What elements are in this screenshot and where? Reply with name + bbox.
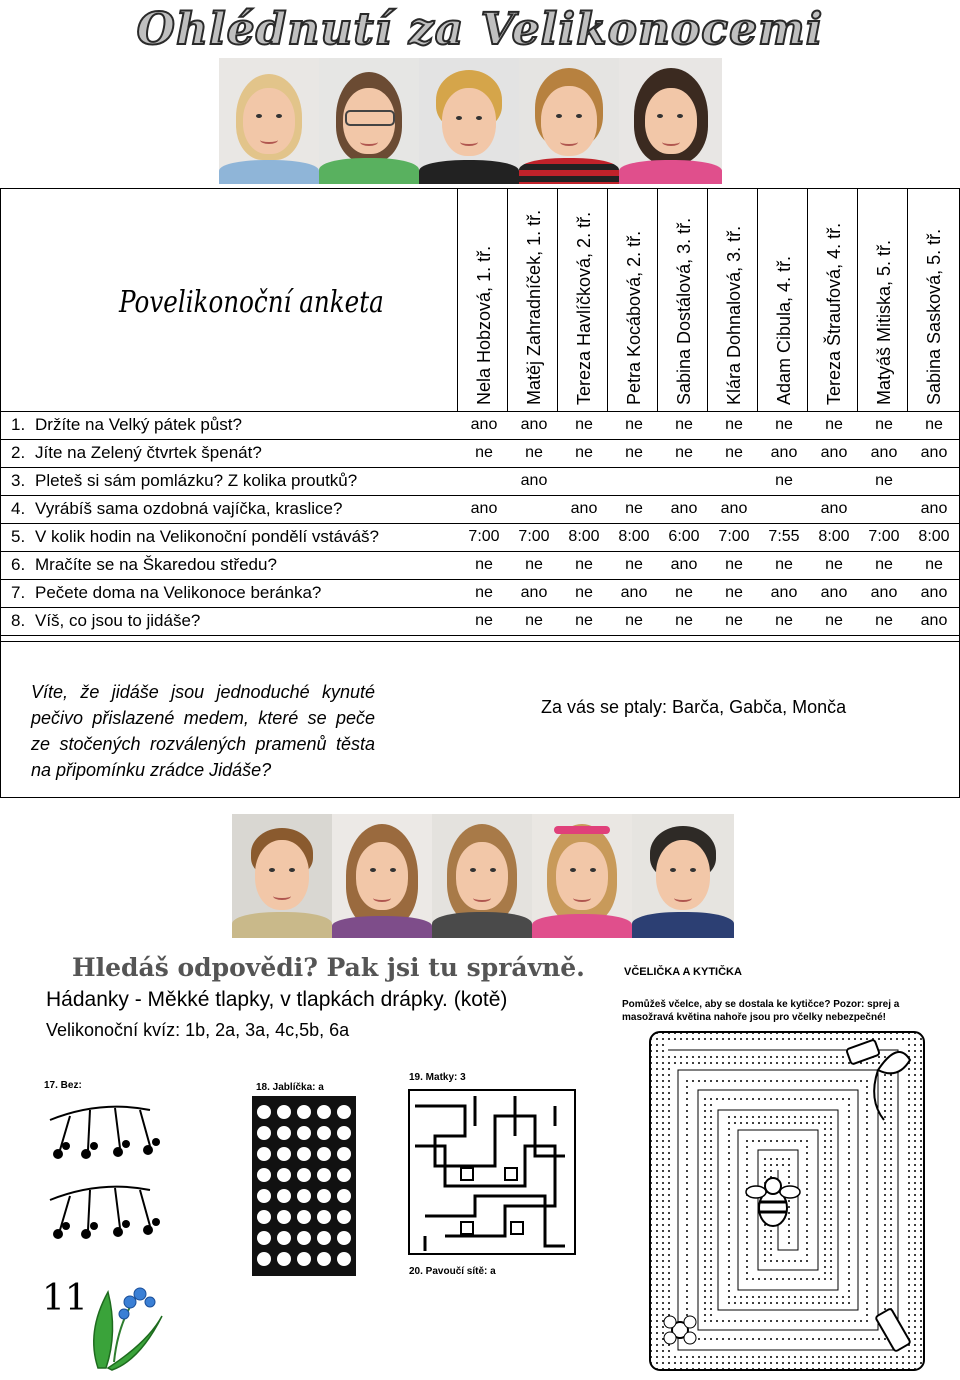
answer-cell: ano — [820, 444, 848, 461]
row-divider — [1, 551, 959, 552]
column-divider — [807, 189, 808, 411]
question-number: 6. — [11, 555, 26, 574]
column-divider — [857, 189, 858, 411]
answer-cell: ne — [625, 416, 643, 433]
answer-cell: 7:00 — [718, 528, 750, 545]
question-number: 7. — [11, 583, 26, 602]
apple-shape — [257, 1105, 271, 1119]
answer-cell: ne — [725, 612, 743, 629]
apple-shape — [337, 1126, 351, 1140]
question-number: 1. — [11, 415, 26, 434]
answer-cell: ne — [725, 416, 743, 433]
puzzle-18-label: 18. Jablíčka: a — [256, 1082, 324, 1093]
puzzle-19-label: 19. Matky: 3 — [409, 1072, 466, 1083]
answer-cell: ne — [575, 416, 593, 433]
answer-cell: ne — [725, 584, 743, 601]
respondent-name: Sabina Sasková, 5. tř. — [924, 228, 944, 405]
answer-cell: ano — [670, 500, 698, 517]
respondent-name: Nela Hobzová, 1. tř. — [474, 245, 494, 405]
question-text: Jíte na Zelený čtvrtek špenát? — [35, 443, 262, 462]
answer-cell: ne — [875, 556, 893, 573]
question-row — [1, 467, 959, 495]
answer-cell: ano — [770, 584, 798, 601]
apple-shape — [257, 1126, 271, 1140]
answer-cell: ne — [525, 444, 543, 461]
row-divider — [1, 467, 959, 468]
apple-shape — [297, 1252, 311, 1266]
apple-shape — [297, 1147, 311, 1161]
question-number: 8. — [11, 611, 26, 630]
elderberry-drawing — [40, 1080, 200, 1250]
apple-shape — [317, 1147, 331, 1161]
bee-maze-drawing — [648, 1030, 926, 1372]
question-row — [1, 579, 959, 607]
answer-cell: 8:00 — [818, 528, 850, 545]
answer-cell: ne — [825, 556, 843, 573]
answer-cell: ne — [625, 612, 643, 629]
student-photo — [232, 814, 332, 938]
answer-cell: 7:55 — [768, 528, 800, 545]
answer-cell: 7:00 — [518, 528, 550, 545]
answer-cell: 7:00 — [868, 528, 900, 545]
row-divider — [1, 579, 959, 580]
apple-shape — [337, 1189, 351, 1203]
answer-cell: ne — [875, 472, 893, 489]
apple-shape — [277, 1168, 291, 1182]
answer-cell: ano — [870, 584, 898, 601]
answer-cell: ne — [675, 444, 693, 461]
page-number: 11 — [42, 1278, 88, 1319]
lily-of-the-valley-illustration — [78, 1272, 170, 1372]
puzzle-apples — [250, 1082, 360, 1278]
tangle-drawing — [405, 1086, 580, 1266]
student-photo — [219, 58, 319, 184]
answer-cell: ne — [675, 584, 693, 601]
apple-shape — [297, 1126, 311, 1140]
jidase-note: Víte, že jidáše jsou jednoduché kynuté pečivo přislazené medem, které se peče ze stočených rozválených pramenů těsta na připomínku zrádce Jidáše? — [31, 682, 375, 780]
respondent-name: Klára Dohnalová, 3. tř. — [724, 225, 744, 405]
answer-cell: ne — [725, 556, 743, 573]
apple-shape — [277, 1189, 291, 1203]
question-row — [1, 551, 959, 579]
apple-shape — [257, 1147, 271, 1161]
question-number: 4. — [11, 499, 26, 518]
answer-cell: 7:00 — [468, 528, 500, 545]
row-divider — [1, 523, 959, 524]
apple-shape — [317, 1126, 331, 1140]
answer-cell: ano — [470, 416, 498, 433]
student-photo — [332, 814, 432, 938]
apple-shape — [277, 1147, 291, 1161]
student-photo — [319, 58, 419, 184]
answer-cell: ne — [775, 556, 793, 573]
apple-shape — [297, 1189, 311, 1203]
puzzle-elderberry — [40, 1080, 200, 1250]
respondent-name: Sabina Dostálová, 3. tř. — [674, 217, 694, 405]
apple-shape — [277, 1105, 291, 1119]
puzzle-tangles — [405, 1070, 580, 1280]
answer-cell: ne — [875, 612, 893, 629]
column-divider — [457, 189, 458, 411]
apple-shape — [257, 1168, 271, 1182]
apple-shape — [297, 1231, 311, 1245]
survey-authors: Za vás se ptaly: Barča, Gabča, Monča — [541, 697, 847, 717]
bottom-photo-strip — [232, 814, 734, 938]
question-number: 2. — [11, 443, 26, 462]
answer-cell: ne — [575, 612, 593, 629]
question-text: Pleteš si sám pomlázku? Z kolika proutků? — [35, 471, 358, 490]
answer-cell: ne — [475, 612, 493, 629]
answer-cell: ne — [725, 444, 743, 461]
column-divider — [657, 189, 658, 411]
answer-cell: ano — [770, 444, 798, 461]
answer-cell: ano — [570, 500, 598, 517]
answer-cell: ne — [775, 612, 793, 629]
question-text: Víš, co jsou to jidáše? — [35, 611, 201, 630]
apple-shape — [337, 1252, 351, 1266]
puzzle-20-label: 20. Pavoučí sítě: a — [409, 1266, 496, 1277]
respondent-name: Matyáš Mitiska, 5. tř. — [874, 239, 894, 405]
column-divider — [507, 189, 508, 411]
column-divider — [557, 189, 558, 411]
answer-cell: ano — [920, 584, 948, 601]
answer-cell: ano — [920, 612, 948, 629]
answer-cell: ne — [775, 472, 793, 489]
answer-cell: ano — [920, 444, 948, 461]
answer-cell: ne — [475, 444, 493, 461]
apple-shape — [257, 1189, 271, 1203]
answer-cell: ne — [925, 556, 943, 573]
apple-shape — [337, 1147, 351, 1161]
apple-shape — [277, 1210, 291, 1224]
answers-heading: Hledáš odpovědi? Pak jsi tu správně. — [72, 953, 585, 982]
answer-cell: ne — [475, 556, 493, 573]
answer-cell: ano — [520, 584, 548, 601]
question-text: V kolik hodin na Velikonoční pondělí vstáváš? — [35, 527, 380, 546]
apple-shape — [317, 1231, 331, 1245]
question-text: Mračíte se na Škaredou středu? — [35, 555, 277, 574]
apple-shape — [257, 1252, 271, 1266]
student-photo — [432, 814, 532, 938]
row-divider — [1, 635, 959, 636]
student-photo — [619, 58, 722, 184]
answer-cell: ne — [575, 444, 593, 461]
answer-cell: ne — [825, 416, 843, 433]
maze-instructions: Pomůžeš včelce, aby se dostala ke kytičce? Pozor: sprej a masožravá květina nahoře jsou pro včelky nebezpečné! — [622, 999, 900, 1023]
apple-shape — [257, 1231, 271, 1245]
answer-cell: ano — [520, 472, 548, 489]
top-photo-strip — [219, 58, 722, 184]
row-divider — [1, 495, 959, 496]
answer-cell: ano — [470, 500, 498, 517]
maze-title: VČELIČKA A KYTIČKA — [624, 966, 742, 978]
survey-table — [0, 188, 960, 798]
row-divider — [1, 607, 959, 608]
question-row — [1, 607, 959, 635]
apple-shape — [297, 1168, 311, 1182]
apple-shape — [317, 1105, 331, 1119]
answer-cell: ano — [520, 416, 548, 433]
flower-icon — [78, 1272, 170, 1372]
question-row — [1, 439, 959, 467]
apple-shape — [337, 1168, 351, 1182]
question-text: Vyrábíš sama ozdobná vajíčka, kraslice? — [35, 499, 343, 518]
respondent-name: Matěj Zahradníček, 1. tř. — [524, 209, 544, 405]
apple-shape — [277, 1231, 291, 1245]
answer-cell: ne — [875, 416, 893, 433]
respondent-name: Tereza Havlíčková, 2. tř. — [574, 211, 594, 405]
answer-cell: ano — [720, 500, 748, 517]
answer-cell: ano — [820, 500, 848, 517]
answer-cell: ne — [825, 612, 843, 629]
respondent-name: Adam Cibula, 4. tř. — [774, 255, 794, 405]
answer-cell: 8:00 — [618, 528, 650, 545]
apple-shape — [257, 1210, 271, 1224]
answer-cell: ano — [870, 444, 898, 461]
student-photo — [632, 814, 734, 938]
answer-cell: ne — [575, 584, 593, 601]
apple-shape — [317, 1252, 331, 1266]
answer-cell: ne — [625, 500, 643, 517]
puzzle-17-label: 17. Bez: — [44, 1080, 82, 1091]
apple-shape — [337, 1105, 351, 1119]
question-number: 5. — [11, 527, 26, 546]
answer-cell: ne — [675, 416, 693, 433]
answer-cell: 6:00 — [668, 528, 700, 545]
column-divider — [707, 189, 708, 411]
student-photo — [532, 814, 632, 938]
answer-cell: ne — [625, 556, 643, 573]
answer-cell: ne — [575, 556, 593, 573]
question-row — [1, 411, 959, 439]
respondent-name: Tereza Štraufová, 4. tř. — [824, 222, 844, 405]
answer-cell: ne — [675, 612, 693, 629]
bee-maze — [648, 1030, 926, 1372]
apples-grid-drawing — [250, 1082, 360, 1278]
apple-shape — [277, 1126, 291, 1140]
question-row — [1, 495, 959, 523]
riddle-answer: Hádanky - Měkké tlapky, v tlapkách drápky. (kotě) — [46, 988, 508, 1011]
answer-cell: ne — [525, 612, 543, 629]
answer-cell: ne — [775, 416, 793, 433]
answer-cell: ano — [670, 556, 698, 573]
answer-cell: 8:00 — [568, 528, 600, 545]
student-photo — [419, 58, 519, 184]
survey-title: Povelikonoční anketa — [119, 285, 384, 320]
respondent-name: Petra Kocábová, 2. tř. — [624, 230, 644, 405]
question-text: Držíte na Velký pátek půst? — [35, 415, 242, 434]
question-number: 3. — [11, 471, 26, 490]
apple-shape — [337, 1231, 351, 1245]
question-text: Pečete doma na Velikonoce beránka? — [35, 583, 322, 602]
page-title: Ohlédnutí za Velikonocemi — [136, 4, 824, 55]
apple-shape — [297, 1105, 311, 1119]
answer-cell: ne — [525, 556, 543, 573]
answer-cell: ano — [620, 584, 648, 601]
quiz-answers: Velikonoční kvíz: 1b, 2a, 3a, 4c,5b, 6a — [46, 1020, 350, 1040]
apple-shape — [277, 1252, 291, 1266]
column-divider — [607, 189, 608, 411]
apple-shape — [297, 1210, 311, 1224]
answer-cell: ne — [925, 416, 943, 433]
answer-cell: ano — [920, 500, 948, 517]
question-row — [1, 523, 959, 551]
answer-cell: ne — [475, 584, 493, 601]
row-divider — [1, 439, 959, 440]
apple-shape — [317, 1210, 331, 1224]
answer-cell: 8:00 — [918, 528, 950, 545]
column-divider — [907, 189, 908, 411]
apple-shape — [337, 1210, 351, 1224]
row-divider — [1, 411, 959, 412]
answer-cell: ne — [625, 444, 643, 461]
notes-divider — [1, 641, 959, 642]
apple-shape — [317, 1168, 331, 1182]
student-photo — [519, 58, 619, 184]
apple-shape — [317, 1189, 331, 1203]
answer-cell: ano — [820, 584, 848, 601]
column-divider — [757, 189, 758, 411]
